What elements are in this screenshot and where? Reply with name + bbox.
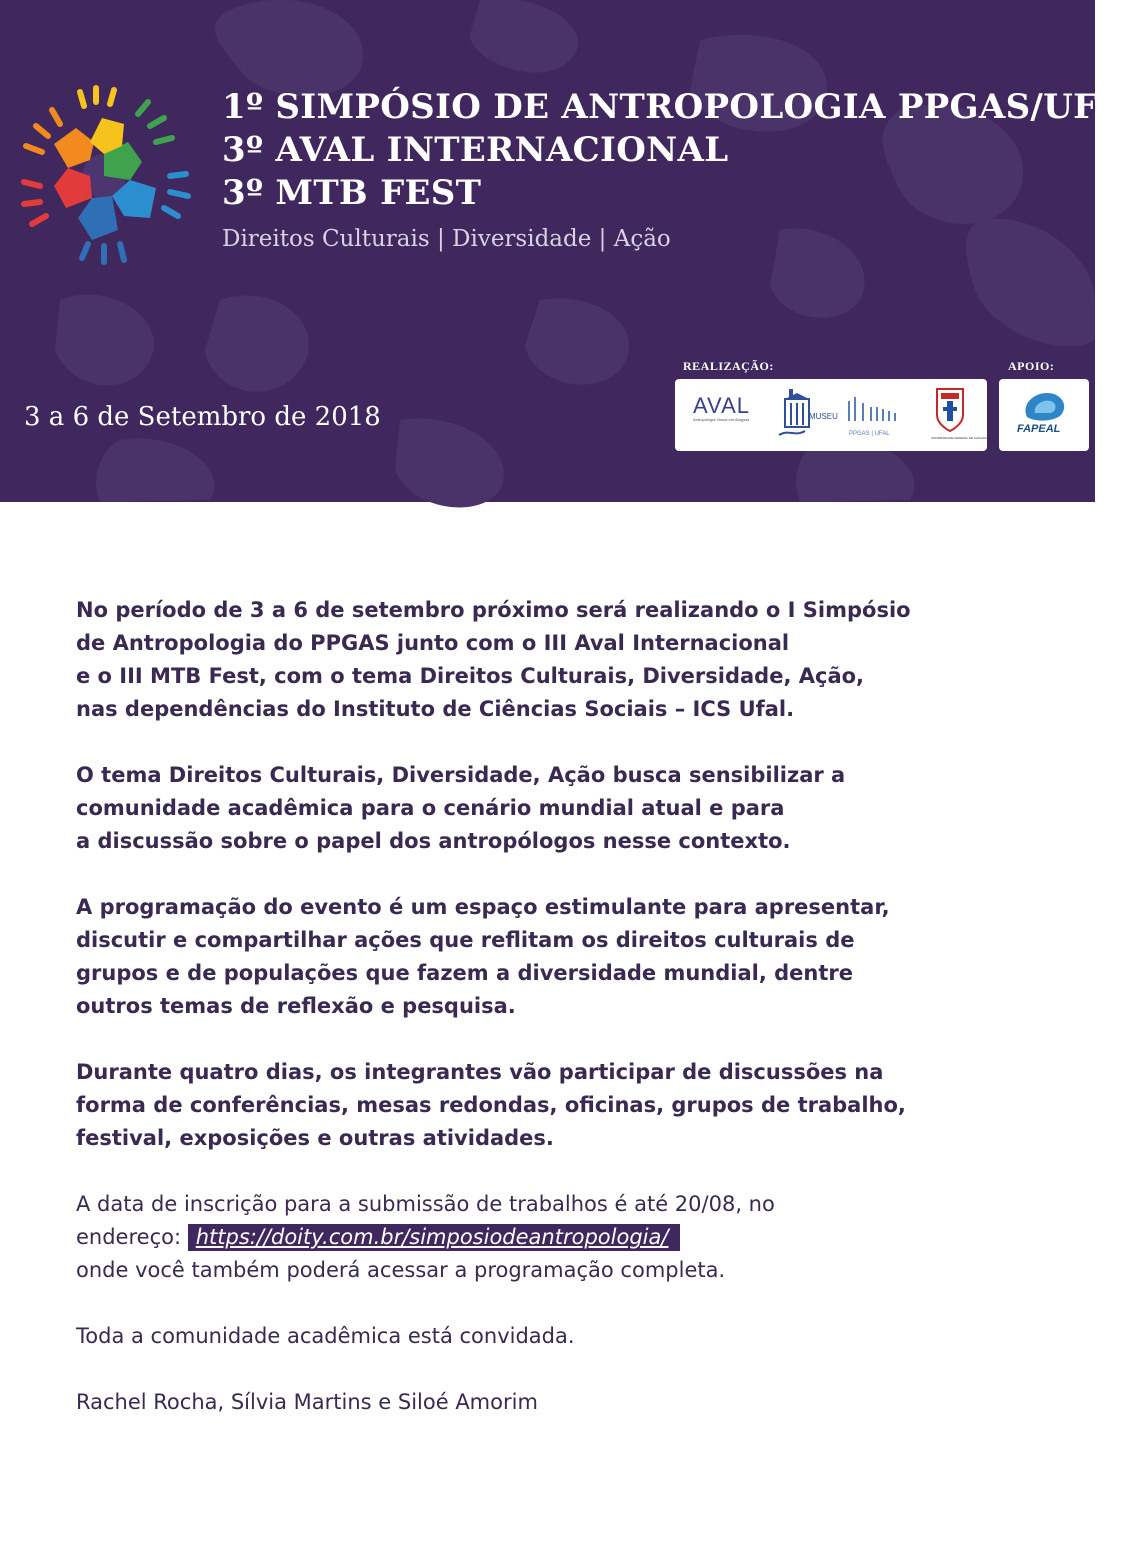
event-titles	[222, 86, 1146, 215]
fapeal-logo-text: FAPEAL	[1017, 423, 1061, 435]
signature	[76, 1386, 1036, 1419]
title-line-2: 3º AVAL INTERNACIONAL	[222, 130, 729, 170]
paragraph-line: discutir e compartilhar ações que reflitam os direitos culturais de	[76, 928, 855, 952]
aval-logo	[693, 395, 755, 431]
paragraph-activities	[76, 1056, 1036, 1155]
colorful-hands-logo-icon	[6, 84, 202, 266]
paragraph-line: forma de conferências, mesas redondas, oficinas, grupos de trabalho,	[76, 1093, 906, 1117]
apoio-label: APOIO:	[1008, 359, 1055, 373]
paragraph-line: de Antropologia do PPGAS junto com o III Aval Internacional	[76, 631, 790, 655]
aval-logo-text: AVAL	[693, 393, 750, 418]
paragraph-programming	[76, 891, 1036, 1023]
paragraph-registration	[76, 1188, 1036, 1287]
paragraph-theme	[76, 759, 1036, 858]
ppgas-logo-text: PPGAS | UFAL	[849, 431, 890, 437]
paragraph-line: e o III MTB Fest, com o tema Direitos Culturais, Diversidade, Ação,	[76, 664, 865, 688]
paragraph-line: A programação do evento é um espaço estimulante para apresentar,	[76, 895, 890, 919]
paragraph-line: grupos e de populações que fazem a diversidade mundial, dentre	[76, 961, 854, 985]
registration-prefix: endereço:	[76, 1225, 188, 1249]
ppgas-logo-icon	[845, 393, 903, 439]
registration-line: A data de inscrição para a submissão de trabalhos é até 20/08, no	[76, 1192, 775, 1216]
title-line-1: 1º SIMPÓSIO DE ANTROPOLOGIA PPGAS/UFAL	[222, 87, 1146, 127]
paragraph-line: comunidade acadêmica para o cenário mundial atual e para	[76, 796, 785, 820]
invitation-text: Toda a comunidade acadêmica está convidada.	[76, 1324, 575, 1348]
registration-link[interactable]: https://doity.com.br/simposiodeantropologia/	[188, 1224, 681, 1251]
event-banner	[0, 0, 1146, 502]
apoio-logos-box	[999, 379, 1089, 451]
event-subtitle: Direitos Culturais | Diversidade | Ação	[222, 226, 671, 252]
realizacao-label: REALIZAÇÃO:	[683, 359, 774, 373]
paragraph-line: Durante quatro dias, os integrantes vão participar de discussões na	[76, 1060, 884, 1084]
registration-link-line	[76, 1221, 1036, 1254]
ufal-logo-icon	[931, 385, 989, 445]
paragraph-line: a discussão sobre o papel dos antropólogos nesse contexto.	[76, 829, 791, 853]
signature-text: Rachel Rocha, Sílvia Martins e Siloé Amorim	[76, 1390, 538, 1414]
event-date: 3 a 6 de Setembro de 2018	[24, 402, 381, 432]
ufal-logo-text: UNIVERSIDADE FEDERAL DE ALAGOAS	[931, 436, 989, 440]
paragraph-invitation	[76, 1320, 1036, 1353]
museu-logo-icon	[775, 385, 837, 445]
realizacao-logos-box	[675, 379, 987, 451]
fapeal-logo	[1013, 387, 1075, 445]
paragraph-intro	[76, 594, 1036, 726]
paragraph-line: No período de 3 a 6 de setembro próximo será realizando o I Simpósio	[76, 598, 911, 622]
paragraph-line: O tema Direitos Culturais, Diversidade, Ação busca sensibilizar a	[76, 763, 846, 787]
registration-line: onde você também poderá acessar a programação completa.	[76, 1258, 726, 1282]
paragraph-line: nas dependências do Instituto de Ciências Sociais – ICS Ufal.	[76, 697, 795, 721]
paragraph-line: outros temas de reflexão e pesquisa.	[76, 994, 516, 1018]
title-line-3: 3º MTB FEST	[222, 173, 482, 213]
paragraph-line: festival, exposições e outras atividades.	[76, 1126, 554, 1150]
announcement-body	[76, 594, 1036, 1452]
aval-logo-subtext: Antropologia Visual em Alagoas	[693, 417, 750, 422]
fapeal-emblem-icon	[1013, 387, 1075, 423]
museu-logo-text: MUSEU	[809, 412, 838, 421]
